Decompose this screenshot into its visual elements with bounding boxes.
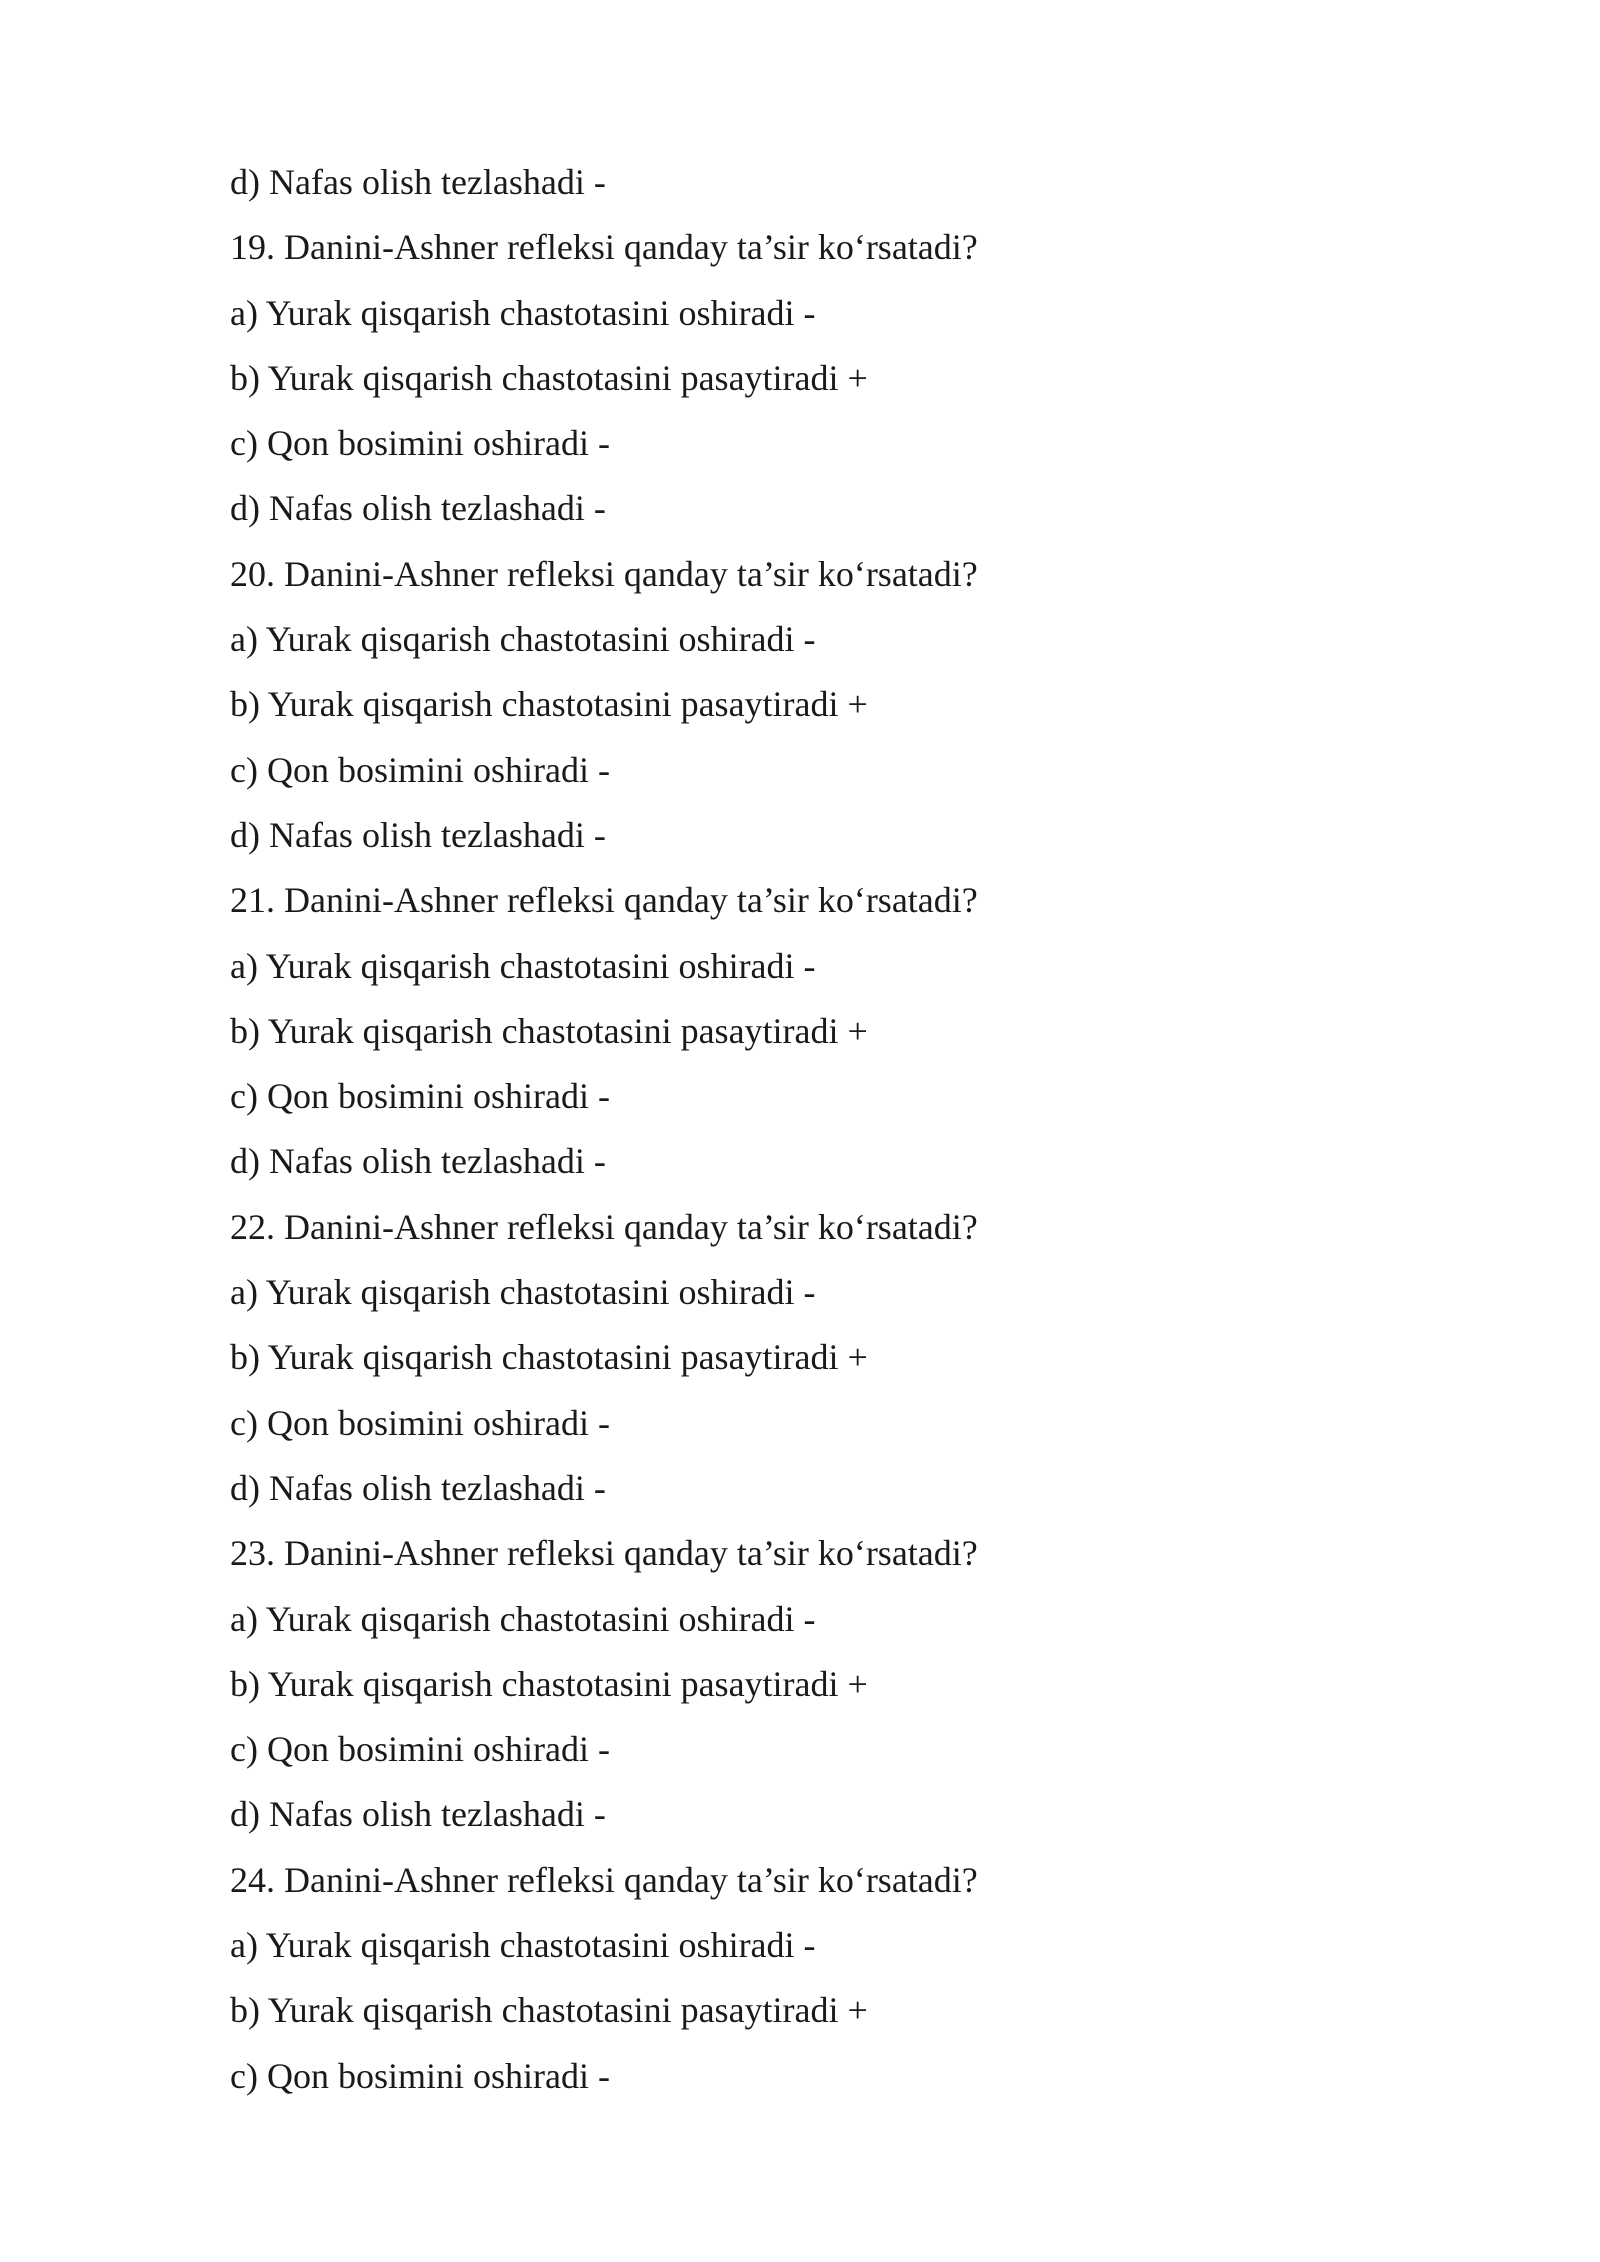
answer-option: b) Yurak qisqarish chastotasini pasaytiradi + xyxy=(230,1010,868,1051)
answer-option: d) Nafas olish tezlashadi - xyxy=(230,162,606,202)
question-line: 20. Danini-Ashner refleksi qanday ta’sir ko‘rsatadi? xyxy=(230,553,978,594)
question-line: 19. Danini-Ashner refleksi qanday ta’sir ko‘rsatadi? xyxy=(230,227,978,268)
answer-option: a) Yurak qisqarish chastotasini oshiradi - xyxy=(230,1598,816,1639)
answer-option: a) Yurak qisqarish chastotasini oshiradi - xyxy=(230,945,816,986)
answer-option: a) Yurak qisqarish chastotasini oshiradi - xyxy=(230,292,816,333)
answer-option: b) Yurak qisqarish chastotasini pasaytiradi + xyxy=(230,357,868,398)
question-line: 21. Danini-Ashner refleksi qanday ta’sir ko‘rsatadi? xyxy=(230,880,978,921)
answer-option: c) Qon bosimini oshiradi - xyxy=(230,423,610,464)
answer-option: d) Nafas olish tezlashadi - xyxy=(230,488,606,529)
answer-option: d) Nafas olish tezlashadi - xyxy=(230,1794,606,1835)
answer-option: c) Qon bosimini oshiradi - xyxy=(230,1076,610,1117)
answer-option: c) Qon bosimini oshiradi - xyxy=(230,749,610,790)
answer-option: d) Nafas olish tezlashadi - xyxy=(230,814,606,855)
answer-option: b) Yurak qisqarish chastotasini pasaytiradi + xyxy=(230,1337,868,1378)
answer-option: c) Qon bosimini oshiradi - xyxy=(230,2055,610,2096)
answer-option: d) Nafas olish tezlashadi - xyxy=(230,1141,606,1182)
question-line: 24. Danini-Ashner refleksi qanday ta’sir ko‘rsatadi? xyxy=(230,1859,978,1900)
answer-option: c) Qon bosimini oshiradi - xyxy=(230,1402,610,1443)
answer-option: a) Yurak qisqarish chastotasini oshiradi - xyxy=(230,1272,816,1313)
answer-option: a) Yurak qisqarish chastotasini oshiradi - xyxy=(230,1925,816,1966)
answer-option: d) Nafas olish tezlashadi - xyxy=(230,1467,606,1508)
question-line: 22. Danini-Ashner refleksi qanday ta’sir ko‘rsatadi? xyxy=(230,1206,978,1247)
answer-option: b) Yurak qisqarish chastotasini pasaytiradi + xyxy=(230,684,868,725)
answer-option: a) Yurak qisqarish chastotasini oshiradi - xyxy=(230,619,816,660)
answer-option: b) Yurak qisqarish chastotasini pasaytiradi + xyxy=(230,1990,868,2031)
question-line: 23. Danini-Ashner refleksi qanday ta’sir ko‘rsatadi? xyxy=(230,1533,978,1574)
document-body xyxy=(230,150,1430,2109)
answer-option: c) Qon bosimini oshiradi - xyxy=(230,1729,610,1770)
answer-option: b) Yurak qisqarish chastotasini pasaytiradi + xyxy=(230,1663,868,1704)
